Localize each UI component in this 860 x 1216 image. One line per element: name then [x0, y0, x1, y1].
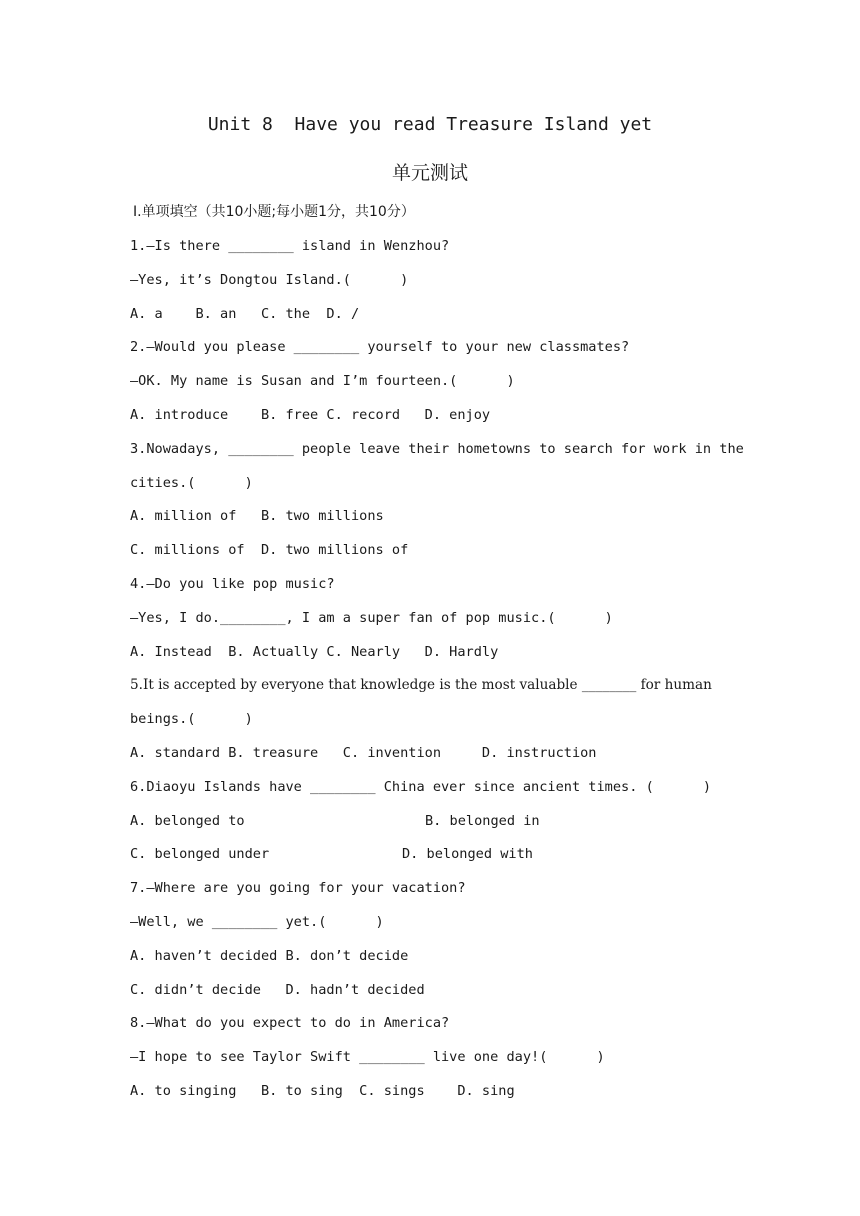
page-subtitle: 单元测试 — [391, 162, 468, 184]
question-4-stem-line2: —Yes, I do.________, I am a super fan of pop music.( ) — [130, 609, 613, 626]
question-3-stem: 3.Nowadays, ________ people leave their hometowns to search for work in the — [130, 440, 744, 457]
question-8-stem: 8.—What do you expect to do in America? — [130, 1015, 450, 1032]
question-1-options: A. a B. an C. the D. / — [130, 305, 360, 322]
question-6-option-b: B. belonged in — [425, 812, 540, 829]
question-5-options: A. standard B. treasure C. invention D. instruction — [130, 744, 597, 761]
question-7-stem-line2: —Well, we ________ yet.( ) — [130, 913, 384, 930]
question-8-options: A. to singing B. to sing C. sings D. sing — [130, 1082, 515, 1099]
question-5-stem-line2: beings.( ) — [130, 711, 253, 728]
question-6-options-row2 — [130, 844, 740, 878]
question-2-stem: 2.—Would you please ________ yourself to your new classmates? — [130, 339, 630, 356]
question-2-options: A. introduce B. free C. record D. enjoy — [130, 406, 491, 423]
question-7-options-row2: C. didn’t decide D. hadn’t decided — [130, 981, 425, 998]
question-3-options-row1: A. million of B. two millions — [130, 508, 384, 525]
question-2-stem-line2: —OK. My name is Susan and I’m fourteen.( ) — [130, 373, 515, 390]
question-1-stem-line2: —Yes, it’s Dongtou Island.( ) — [130, 271, 409, 288]
question-6-stem: 6.Diaoyu Islands have ________ China ever since ancient times. ( ) — [130, 778, 712, 795]
section-heading: Ⅰ.单项填空（共10小题;每小题1分，共10分） — [133, 204, 415, 220]
question-3-stem-line2: cities.( ) — [130, 474, 253, 491]
question-6-option-c: C. belonged under — [130, 846, 270, 863]
question-7-stem: 7.—Where are you going for your vacation? — [130, 880, 466, 897]
question-4-options: A. Instead B. Actually C. Nearly D. Hardly — [130, 643, 499, 660]
question-1-stem: 1.—Is there ________ island in Wenzhou? — [130, 238, 450, 254]
question-list — [130, 236, 744, 1115]
question-5-stem: 5.It is accepted by everyone that knowledge is the most valuable ________ for human — [130, 677, 712, 694]
question-7-options-row1: A. haven’t decided B. don’t decide — [130, 947, 409, 964]
question-3-options-row2: C. millions of D. two millions of — [130, 542, 409, 559]
question-6-option-a: A. belonged to — [130, 812, 245, 829]
page-title: Unit 8 Have you read Treasure Island yet — [207, 114, 653, 135]
question-6-options-row1 — [130, 811, 740, 845]
question-8-stem-line2: —I hope to see Taylor Swift ________ live one day!( ) — [130, 1049, 605, 1066]
question-4-stem: 4.—Do you like pop music? — [130, 575, 335, 592]
question-6-option-d: D. belonged with — [402, 846, 533, 863]
